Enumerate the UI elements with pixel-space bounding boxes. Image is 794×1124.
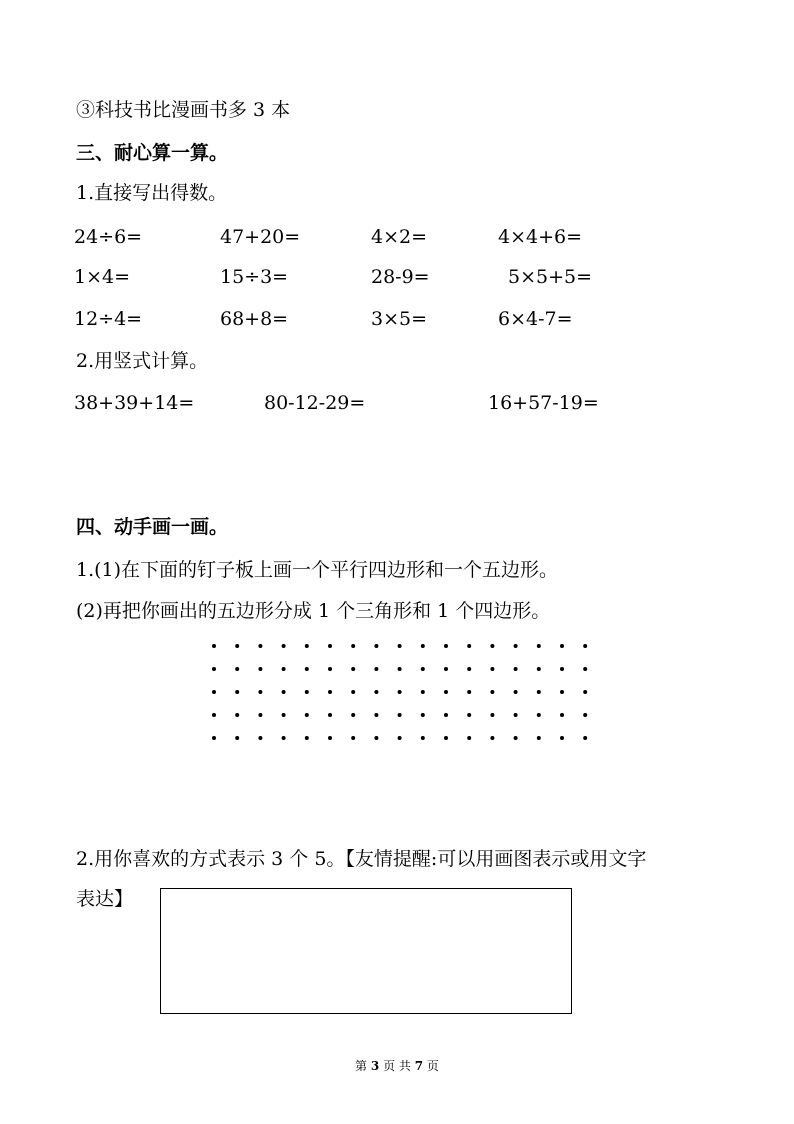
peg-dot[interactable] [212, 644, 216, 648]
calc-item: 4×2= [371, 226, 428, 248]
drawing-question-part-2: (2)再把你画出的五边形分成 1 个三角形和 1 个四边形。 [76, 600, 551, 622]
calc-item: 3×5= [371, 308, 428, 330]
peg-dot[interactable] [421, 667, 425, 671]
peg-dot[interactable] [537, 736, 541, 740]
peg-dot[interactable] [212, 667, 216, 671]
peg-dot[interactable] [514, 690, 518, 694]
peg-dot[interactable] [282, 690, 286, 694]
peg-dot[interactable] [444, 736, 448, 740]
peg-dot[interactable] [328, 713, 332, 717]
peg-dot[interactable] [560, 713, 564, 717]
peg-dot[interactable] [583, 667, 587, 671]
peg-dot[interactable] [537, 690, 541, 694]
footer-mid: 页 共 [383, 1059, 411, 1073]
top-line: ③科技书比漫画书多 3 本 [76, 99, 291, 121]
peg-dot[interactable] [537, 644, 541, 648]
peg-dot[interactable] [560, 736, 564, 740]
peg-dot[interactable] [235, 667, 239, 671]
peg-dot[interactable] [467, 736, 471, 740]
peg-dot[interactable] [282, 736, 286, 740]
peg-board[interactable] [208, 636, 588, 766]
peg-dot[interactable] [444, 667, 448, 671]
footer-page-total: 7 [414, 1059, 424, 1073]
peg-dot[interactable] [351, 713, 355, 717]
peg-dot[interactable] [421, 690, 425, 694]
question-2-prompt: 2.用你喜欢的方式表示 3 个 5。【友情提醒:可以用画图表示或用文字 [76, 848, 647, 870]
vertical-calc-item: 16+57-19= [488, 392, 599, 414]
question-1-title: 1.直接写出得数。 [76, 182, 228, 204]
peg-dot[interactable] [235, 644, 239, 648]
peg-dot[interactable] [421, 713, 425, 717]
peg-dot[interactable] [583, 690, 587, 694]
drawing-question-part-1: 1.(1)在下面的钉子板上画一个平行四边形和一个五边形。 [76, 559, 559, 581]
peg-dot[interactable] [212, 736, 216, 740]
peg-dot[interactable] [351, 667, 355, 671]
peg-dot[interactable] [305, 667, 309, 671]
peg-dot[interactable] [282, 644, 286, 648]
peg-dot[interactable] [514, 713, 518, 717]
footer-pre: 第 [355, 1059, 368, 1073]
peg-dot[interactable] [305, 644, 309, 648]
peg-dot[interactable] [583, 713, 587, 717]
peg-dot[interactable] [398, 690, 402, 694]
peg-dot[interactable] [421, 644, 425, 648]
peg-dot[interactable] [398, 736, 402, 740]
peg-dot[interactable] [444, 713, 448, 717]
vertical-calc-item: 38+39+14= [74, 392, 195, 414]
peg-dot[interactable] [490, 667, 494, 671]
peg-dot[interactable] [583, 644, 587, 648]
peg-dot[interactable] [351, 644, 355, 648]
peg-dot[interactable] [467, 644, 471, 648]
calc-item: 4×4+6= [498, 226, 583, 248]
peg-dot[interactable] [374, 713, 378, 717]
calc-item: 68+8= [220, 308, 289, 330]
calc-item: 12÷4= [74, 308, 143, 330]
answer-box[interactable] [160, 888, 572, 1014]
peg-dot[interactable] [212, 713, 216, 717]
peg-dot[interactable] [258, 644, 262, 648]
peg-dot[interactable] [421, 736, 425, 740]
peg-dot[interactable] [328, 690, 332, 694]
vertical-calc-item: 80-12-29= [264, 392, 366, 414]
peg-dot[interactable] [490, 690, 494, 694]
question-2-prompt-end: 表达】 [76, 888, 134, 910]
peg-dot[interactable] [514, 736, 518, 740]
peg-dot[interactable] [398, 713, 402, 717]
calc-item: 6×4-7= [498, 308, 573, 330]
peg-dot[interactable] [305, 690, 309, 694]
peg-dot[interactable] [374, 736, 378, 740]
peg-dot[interactable] [444, 644, 448, 648]
peg-dot[interactable] [490, 736, 494, 740]
peg-dot[interactable] [467, 667, 471, 671]
section-3-heading: 三、耐心算一算。 [76, 142, 229, 164]
peg-dot[interactable] [351, 736, 355, 740]
calc-item: 28-9= [371, 266, 430, 288]
peg-dot[interactable] [560, 690, 564, 694]
peg-dot[interactable] [560, 644, 564, 648]
peg-dot[interactable] [258, 713, 262, 717]
page-footer [0, 1058, 794, 1074]
peg-dot[interactable] [258, 667, 262, 671]
calc-item: 1×4= [74, 266, 131, 288]
peg-dot[interactable] [560, 667, 564, 671]
peg-dot[interactable] [328, 736, 332, 740]
peg-dot[interactable] [444, 690, 448, 694]
peg-dot[interactable] [258, 690, 262, 694]
peg-dot[interactable] [467, 713, 471, 717]
question-2-title: 2.用竖式计算。 [76, 350, 209, 372]
peg-dot[interactable] [328, 644, 332, 648]
peg-dot[interactable] [374, 644, 378, 648]
peg-dot[interactable] [351, 690, 355, 694]
peg-dot[interactable] [235, 713, 239, 717]
footer-page-number: 3 [370, 1059, 380, 1073]
peg-dot[interactable] [235, 690, 239, 694]
peg-dot[interactable] [514, 667, 518, 671]
peg-dot[interactable] [235, 736, 239, 740]
peg-dot[interactable] [467, 690, 471, 694]
peg-dot[interactable] [583, 736, 587, 740]
section-4-heading: 四、动手画一画。 [76, 516, 229, 538]
calc-item: 24÷6= [74, 226, 143, 248]
peg-dot[interactable] [282, 667, 286, 671]
peg-dot[interactable] [537, 667, 541, 671]
peg-dot[interactable] [374, 690, 378, 694]
peg-dot[interactable] [490, 713, 494, 717]
peg-dot[interactable] [328, 667, 332, 671]
peg-dot[interactable] [305, 736, 309, 740]
peg-dot[interactable] [537, 713, 541, 717]
footer-post: 页 [426, 1059, 439, 1073]
peg-dot[interactable] [398, 667, 402, 671]
peg-dot[interactable] [398, 644, 402, 648]
peg-dot[interactable] [258, 736, 262, 740]
peg-dot[interactable] [282, 713, 286, 717]
peg-dot[interactable] [514, 644, 518, 648]
calc-item: 15÷3= [220, 266, 289, 288]
peg-dot[interactable] [305, 713, 309, 717]
calc-item: 5×5+5= [508, 266, 593, 288]
calc-item: 47+20= [220, 226, 301, 248]
peg-dot[interactable] [212, 690, 216, 694]
peg-dot[interactable] [490, 644, 494, 648]
peg-dot[interactable] [374, 667, 378, 671]
